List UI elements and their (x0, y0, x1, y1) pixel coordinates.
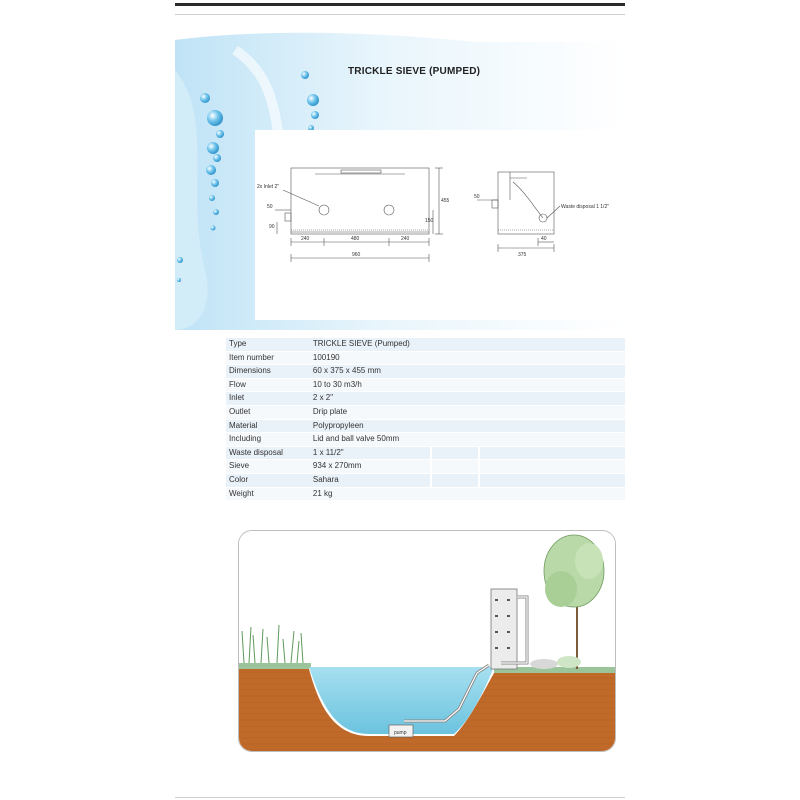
spec-label: Color (226, 473, 310, 487)
inlet-label: 2x Inlet 2" (257, 184, 280, 190)
spec-value: Sahara (310, 473, 431, 487)
pond-scene (239, 531, 615, 751)
dim-50-side: 50 (474, 194, 480, 200)
spec-empty-cell (431, 405, 625, 419)
spec-value: Polypropyleen (310, 419, 431, 433)
spec-empty-cell (431, 365, 625, 379)
spec-value: Drip plate (310, 405, 431, 419)
spec-empty-cell (479, 460, 625, 474)
spec-row (226, 487, 625, 501)
top-rule (175, 3, 625, 6)
technical-drawing (255, 130, 625, 320)
spec-row (226, 338, 625, 351)
spec-empty-cell (431, 392, 625, 406)
spec-row (226, 378, 625, 392)
dim-240-left: 240 (301, 236, 310, 242)
spec-empty-cell (431, 419, 625, 433)
spec-label: Including (226, 433, 310, 447)
spec-value: 934 x 270mm (310, 460, 431, 474)
spec-label: Item number (226, 351, 310, 365)
spec-label: Material (226, 419, 310, 433)
spec-table (226, 338, 625, 501)
dim-375: 375 (518, 252, 527, 258)
spec-row (226, 351, 625, 365)
bottom-rule (175, 797, 625, 798)
spec-value: Lid and ball valve 50mm (310, 433, 431, 447)
spec-label: Dimensions (226, 365, 310, 379)
spec-empty-cell (431, 446, 479, 460)
spec-value: 2 x 2" (310, 392, 431, 406)
spec-row (226, 365, 625, 379)
spec-empty-cell (431, 351, 625, 365)
spec-value: 1 x 11/2" (310, 446, 431, 460)
dim-50-front: 50 (267, 204, 273, 210)
spec-value: 21 kg (310, 487, 431, 501)
spec-label: Outlet (226, 405, 310, 419)
dim-455: 455 (441, 198, 450, 204)
spec-empty-cell (479, 446, 625, 460)
spec-label: Waste disposal (226, 446, 310, 460)
spec-row (226, 419, 625, 433)
top-thin-rule (175, 14, 625, 15)
dim-150: 150 (425, 218, 434, 224)
dim-40: 40 (541, 236, 547, 242)
spec-row (226, 446, 625, 460)
spec-label: Inlet (226, 392, 310, 406)
pump-label: pump (394, 730, 407, 736)
pond-illustration (238, 530, 616, 752)
spec-empty-cell (431, 487, 625, 501)
spec-row (226, 460, 625, 474)
spec-row (226, 405, 625, 419)
waste-disposal-label: Waste disposal 1 1/2" (561, 204, 610, 210)
spec-empty-cell (479, 473, 625, 487)
spec-value: 60 x 375 x 455 mm (310, 365, 431, 379)
dim-960: 960 (352, 252, 361, 258)
spec-value: 10 to 30 m3/h (310, 378, 431, 392)
spec-empty-cell (431, 460, 479, 474)
dim-480: 480 (351, 236, 360, 242)
spec-label: Weight (226, 487, 310, 501)
spec-row (226, 473, 625, 487)
dim-240-right: 240 (401, 236, 410, 242)
spec-empty-cell (431, 473, 479, 487)
spec-label: Sieve (226, 460, 310, 474)
spec-row (226, 392, 625, 406)
spec-value: TRICKLE SIEVE (Pumped) (310, 338, 431, 351)
spec-value: 100190 (310, 351, 431, 365)
page-title: TRICKLE SIEVE (PUMPED) (348, 66, 481, 77)
spec-row (226, 433, 625, 447)
spec-empty-cell (431, 378, 625, 392)
spec-label: Flow (226, 378, 310, 392)
dim-90: 90 (269, 224, 275, 230)
spec-empty-cell (431, 338, 625, 351)
spec-empty-cell (431, 433, 625, 447)
spec-label: Type (226, 338, 310, 351)
